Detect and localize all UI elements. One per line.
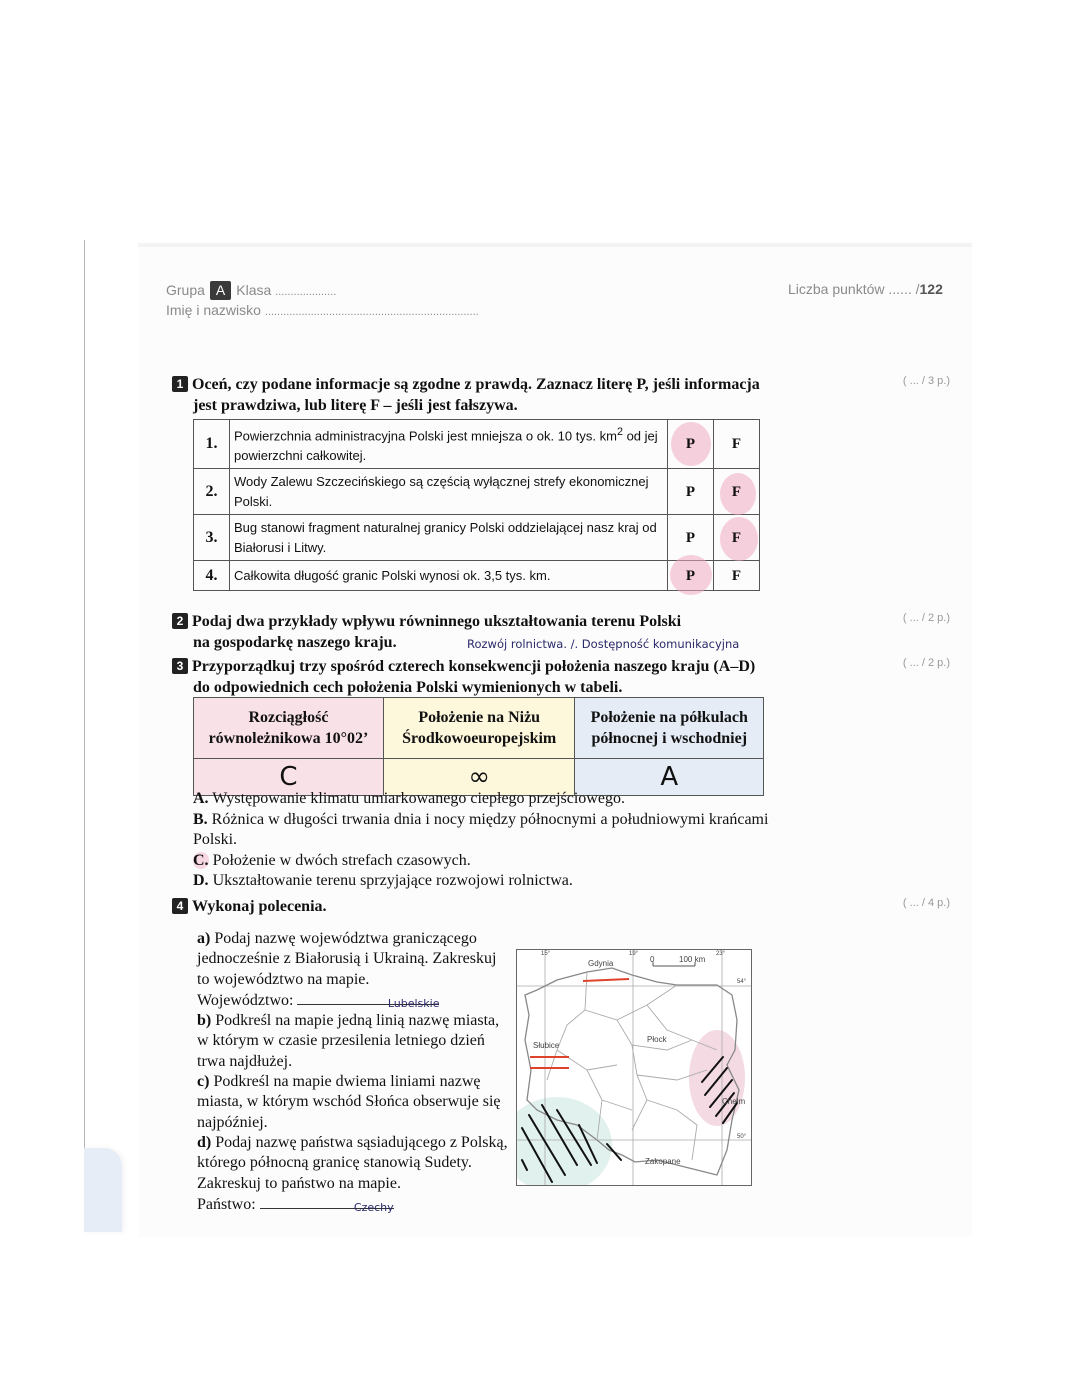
lat-label-54: 54° (737, 979, 747, 985)
voivodeship-field-line: Województwo: Lubelskie (197, 991, 440, 1010)
scale-end: 100 km (679, 955, 706, 964)
city-slubice[interactable]: Słubice (533, 1041, 560, 1050)
feature-lowland: Położenie na Niżu Środkowoeuropejskim (383, 698, 575, 759)
answer-cell[interactable]: A (575, 759, 764, 796)
question-number-badge: 1 (172, 376, 188, 392)
task-a: a) Podaj nazwę województwa graniczącego jednocześnie z Białorusią i Ukrainą. Zakreskuj to województwo na mapie. (197, 930, 497, 988)
true-false-table (193, 419, 760, 591)
question-number-badge: 3 (172, 658, 188, 674)
option-b: B. Różnica w długości trwania dnia i nocy między północnymi a południowymi krańcami Polski. (193, 810, 769, 848)
question-1-line2: jest prawdziwa, lub literę F – jeśli jest fałszywa. (193, 397, 518, 414)
question-2-title: 2 Podaj dwa przykłady wpływu równinnego ukształtowania terenu Polski na gospodarkę naszego kraju. (172, 611, 681, 653)
question-1-title (172, 374, 760, 416)
lon-label-23: 23° (716, 951, 726, 957)
matching-table (193, 697, 764, 796)
question-1-score: ( ... / 3 p.) (902, 375, 950, 387)
option-d: D. Ukształtowanie terenu sprzyjające rozwojowi rolnictwa. (193, 872, 573, 889)
side-tab[interactable] (84, 1148, 122, 1232)
table-row (194, 420, 760, 469)
answer-p[interactable]: P (668, 561, 714, 591)
voivodeship-field[interactable]: Lubelskie (297, 990, 439, 1005)
matching-header-row (194, 698, 764, 759)
lat-label-50: 50° (737, 1134, 747, 1140)
table-row (194, 561, 760, 591)
option-a: A. Występowanie klimatu umiarkowanego ciepłego przejściowego. (193, 790, 625, 807)
question-2-score: ( ... / 2 p.) (902, 612, 950, 624)
city-plock[interactable]: Płock (647, 1035, 667, 1044)
answer-f[interactable]: F (714, 420, 760, 469)
answer-cell[interactable]: ∞ (383, 759, 575, 796)
question-3-title: 3 Przyporządkuj trzy spośród czterech konsekwencji położenia naszego kraju (A–D) do odpowiednich cech położenia Polski wymienionych w tabeli. (172, 656, 755, 698)
row-number: 3. (194, 515, 230, 561)
feature-extent: Rozciągłość równoleżnikowa 10°02’ (194, 698, 384, 759)
question-number-badge: 2 (172, 613, 188, 629)
name-line (166, 302, 479, 318)
group-badge: A (210, 281, 231, 300)
row-number: 1. (194, 420, 230, 469)
row-number: 4. (194, 561, 230, 591)
map-drawing (517, 950, 751, 1185)
scale-start: 0 (650, 955, 655, 964)
city-zakopane[interactable]: Zakopane (645, 1157, 681, 1166)
task-c: c) Podkreśl na mapie dwiema liniami nazwę miasta, w którym wschód Słońca obserwuje się najpóźniej. (197, 1073, 501, 1131)
name-label: Imię i nazwisko (166, 302, 261, 318)
statement: Wody Zalewu Szczecińskiego są częścią wyłącznej strefy ekonomicznej Polski. (230, 469, 668, 515)
group-class-line (166, 281, 336, 300)
answer-p[interactable]: P (668, 469, 714, 515)
answer-f[interactable]: F (714, 469, 760, 515)
answer-cell[interactable]: C (194, 759, 384, 796)
statement: Bug stanowi fragment naturalnej granicy Polski oddzielającej nasz kraj od Białorusi i Litwy. (230, 515, 668, 561)
question-3-score: ( ... / 2 p.) (902, 657, 950, 669)
country-field-line: Państwo: Czechy (197, 1195, 394, 1214)
class-field[interactable]: .................... (275, 286, 337, 298)
question-2-answer[interactable]: Rozwój rolnictwa. /. Dostępność komunikacyjna (467, 637, 740, 651)
poland-map[interactable] (516, 949, 752, 1186)
table-row (194, 469, 760, 515)
answer-f[interactable]: F (714, 561, 760, 591)
city-chelm[interactable]: Chełm (722, 1097, 746, 1106)
lon-label-15: 15° (541, 951, 551, 957)
answer-f[interactable]: F (714, 515, 760, 561)
task-b: b) Podkreśl na mapie jedną linią nazwę miasta, w którym w czasie przesilenia letniego dzień trwa najdłużej. (197, 1012, 500, 1070)
city-gdynia[interactable]: Gdynia (588, 959, 614, 968)
question-1-line1: Oceń, czy podane informacje są zgodne z prawdą. Zaznacz literę P, jeśli informacja (192, 376, 760, 393)
answer-p[interactable]: P (668, 515, 714, 561)
answer-p[interactable]: P (668, 420, 714, 469)
group-label: Grupa (166, 282, 205, 298)
table-row (194, 515, 760, 561)
feature-hemispheres: Położenie na półkulach północnej i wschodniej (575, 698, 764, 759)
lon-label-19: 19° (629, 951, 639, 957)
points-max: 122 (919, 281, 943, 297)
task-4-instructions (197, 929, 512, 1215)
class-label: Klasa (236, 282, 272, 298)
page-left-border (84, 240, 85, 1230)
country-field[interactable]: Czechy (260, 1194, 394, 1209)
task-d: d) Podaj nazwę państwa sąsiadującego z Polską, którego północną granicę stanowią Sudety. Zakreskuj to państwo na mapie. (197, 1133, 508, 1192)
options-list (193, 789, 773, 892)
question-4-score: ( ... / 4 p.) (902, 897, 950, 909)
row-number: 2. (194, 469, 230, 515)
name-field[interactable]: ...................................................................... (264, 306, 479, 318)
question-number-badge: 4 (172, 898, 188, 914)
points-total (788, 281, 943, 297)
points-label: Liczba punktów ...... / (788, 281, 920, 297)
option-c: C. Położenie w dwóch strefach czasowych. (193, 851, 471, 869)
statement: Całkowita długość granic Polski wynosi ok. 3,5 tys. km. (230, 561, 668, 591)
question-4-title: 4 Wykonaj polecenia. (172, 896, 327, 917)
statement: Powierzchnia administracyjna Polski jest mniejsza o ok. 10 tys. $km^2$ od jej powierzchni całkowitej. (230, 420, 668, 469)
